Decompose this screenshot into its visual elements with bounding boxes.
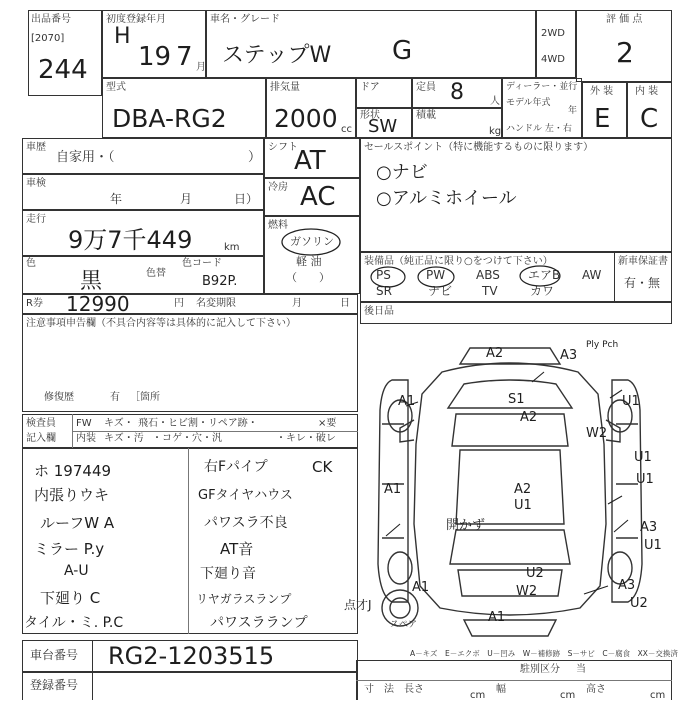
capacity-label: 定員 [416, 82, 436, 93]
diag-label-a1-bottom: A1 [488, 610, 506, 625]
displacement-label: 排気量 [270, 82, 300, 93]
note-right-6: リヤガラスランプ [196, 592, 292, 606]
first-reg-month: 7 [176, 42, 193, 72]
color-code-label: 色コード [182, 258, 222, 269]
name-change-day: 日 [340, 298, 350, 309]
inspector-divider [72, 431, 358, 432]
equip-tv: TV [482, 284, 498, 298]
exterior-label: 外 装 [590, 86, 614, 97]
ext-required: ×要 [318, 418, 337, 429]
note-right-1b: CK [312, 458, 333, 476]
diag-label-u1-r2: U1 [634, 450, 652, 465]
interior-label: 内 装 [635, 86, 659, 97]
int-scratch: キズ・汚 [104, 433, 144, 444]
equip-aw: AW [582, 268, 602, 282]
equipment-circles [366, 264, 566, 300]
note-left-7: タイル・ミ. P.C [24, 615, 124, 631]
usage-close: ） [248, 150, 262, 165]
diag-label-a1-left: A1 [398, 394, 416, 409]
drive-2wd: 2WD [541, 28, 565, 39]
drive-box [536, 10, 576, 78]
name-change-month: 月 [292, 298, 302, 309]
diag-label-u1-r3: U1 [636, 472, 654, 487]
note-left-1: ホ 197449 [34, 462, 112, 480]
shift-label: シフト [268, 142, 298, 153]
damage-legend: A－キズ E－エクボ U－凹み W－補修跡 S－サビ C－腐食 XX－交換済 [410, 649, 678, 658]
sales-point-1: ○ナビ [376, 162, 428, 183]
load-label: 積載 [416, 110, 436, 121]
warranty-label: 新車保証書 [618, 256, 668, 267]
diag-label-s1: S1 [508, 392, 525, 407]
cc-unit: cc [341, 124, 352, 135]
note-right-2: GFタイヤハウス [198, 488, 293, 503]
notes-divider [188, 448, 189, 634]
ac-label: 冷房 [268, 182, 288, 193]
equip-abs: ABS [476, 268, 500, 282]
ext-fw: FW [76, 418, 92, 429]
entry-label: 記入欄 [26, 433, 56, 444]
ext-items: 飛石・ヒビ割・リペア跡・ [138, 418, 258, 429]
int-items: ・コゲ・穴・汎 [152, 433, 222, 444]
inspection-box [22, 174, 264, 210]
shape: SW [368, 116, 398, 137]
usage: 自家用・（ [56, 150, 115, 165]
warranty-divider [614, 252, 615, 302]
int-items-2: ・キレ・破レ [276, 433, 336, 444]
inspection-month: 月 [180, 192, 193, 206]
diag-label-w2-b: W2 [516, 584, 538, 599]
car-name: ステップW [222, 43, 332, 68]
dimension-divider [356, 680, 672, 681]
sales-point-2: ○アルミホイール [376, 188, 517, 209]
interior-grade: C [640, 104, 659, 134]
score: 2 [616, 36, 634, 69]
diag-label-a2-mid: A2 [520, 410, 538, 425]
diag-label-w2: W2 [586, 426, 608, 441]
diag-label-a2-top: A2 [486, 346, 504, 361]
spare-note: 点才J [344, 598, 372, 612]
dimension-width: 幅 [496, 684, 506, 695]
dimension-cm-2: cm [560, 690, 576, 701]
diag-label-a1-l2: A1 [384, 482, 402, 497]
shape-label: 形状 [360, 110, 380, 121]
chassis-label: 車台番号 [30, 648, 79, 662]
diag-label-u1-center: U1 [514, 498, 532, 513]
fuel-label: 燃料 [268, 220, 288, 231]
dealer-label: ディーラー・並行 [506, 82, 578, 92]
first-reg-label: 初度登録年月 [106, 14, 166, 25]
color: 黒 [80, 269, 103, 294]
note-left-3: ルーフW A [40, 514, 115, 532]
color-change-label: 色替 [146, 268, 166, 279]
drive-4wd: 4WD [541, 54, 565, 65]
inspection-label: 車検 [26, 178, 46, 189]
dimension-cm-3: cm [650, 690, 666, 701]
diag-label-a3-top: A3 [560, 348, 578, 363]
recycle-label: R券 [26, 298, 43, 309]
lot-number: 244 [38, 55, 88, 85]
equip-ps: PS [376, 268, 391, 282]
name-change-label: 名変期限 [196, 298, 236, 309]
yen-unit: 円 [174, 298, 184, 309]
equip-leather: カワ [530, 284, 555, 298]
grade: G [392, 36, 413, 66]
door-label: ドア [360, 82, 380, 93]
fuel-diesel: 軽 油 [296, 255, 322, 268]
usage-label: 車歴 [26, 142, 46, 153]
model-label: 型式 [106, 82, 126, 93]
note-left-6: 下廻り C [40, 589, 101, 607]
mileage-label: 走行 [26, 214, 46, 225]
fuel-circle [280, 226, 342, 258]
note-left-4: ミラー P.y [34, 540, 105, 558]
exterior-grade: E [594, 104, 611, 134]
model-year-label: モデル年式 [506, 98, 551, 108]
dimension-cm-1: cm [470, 690, 486, 701]
note-right-5: 下廻り音 [200, 566, 256, 582]
equip-navi: ナビ [428, 284, 453, 298]
class-value: 当 [576, 664, 586, 675]
note-left-2: 内張りウキ [34, 486, 110, 504]
diag-label-ply: Ply Pch [586, 340, 619, 350]
inspection-year: 年 [110, 192, 123, 206]
fuel-paren: （ ） [286, 271, 330, 284]
lot-code: [2070] [31, 33, 65, 44]
fuel-gas: ガソリン [290, 235, 334, 248]
sales-point-label: セールスポイント（特に機能するものに限ります） [364, 142, 594, 153]
km-unit: km [224, 242, 240, 253]
car-name-label: 車名・グレード [210, 14, 280, 25]
mileage: 9万7千449 [68, 226, 193, 254]
class-label: 駐別区分 [520, 664, 560, 675]
repair-place: ［箇所 [130, 392, 160, 403]
inspection-day: 日） [234, 192, 259, 206]
dimension-height: 高さ [586, 684, 606, 695]
kg-unit: kg [489, 126, 502, 137]
int-label: 内装 [76, 433, 96, 444]
repair-value: 有 [110, 392, 120, 403]
note-left-5: A-U [64, 563, 89, 579]
ext-scratch: キズ・ [104, 418, 134, 429]
lot-label: 出品番号 [31, 14, 71, 25]
diag-label-a3-b: A3 [618, 578, 636, 593]
diag-label-u2: U2 [526, 566, 544, 581]
shift: AT [294, 146, 326, 176]
score-label: 評 価 点 [606, 14, 643, 25]
diag-label-u2-b: U2 [630, 596, 648, 611]
note-right-7: パワスラランプ [210, 615, 308, 631]
rear-seat-box [360, 302, 672, 324]
equip-airbag: エアB [528, 268, 561, 282]
first-reg-year: 19 [138, 42, 172, 72]
diag-center-note: 開かず [446, 518, 486, 533]
displacement: 2000 [274, 104, 338, 133]
note-right-4: AT音 [220, 540, 254, 558]
spare-label: スペア [390, 620, 418, 630]
rear-seat-label: 後日品 [364, 306, 394, 317]
ac: AC [300, 182, 336, 212]
diag-label-u1-r4: U1 [644, 538, 662, 553]
equip-pw: PW [426, 268, 446, 282]
notice-label: 注意事項申告欄（不具合内容等は具体的に記入して下さい） [26, 318, 296, 329]
first-reg-era: H [114, 24, 131, 49]
diag-label-u1-right: U1 [622, 394, 640, 409]
capacity: 8 [450, 80, 464, 105]
first-reg-month-unit: 月 [196, 62, 206, 73]
reg-label: 登録番号 [30, 678, 79, 692]
equipment-label: 装備品（純正品に限り○をつけて下さい） [364, 256, 553, 267]
dimension-length: 長さ [404, 684, 424, 695]
handle-label: ハンドル 左・右 [506, 124, 572, 134]
capacity-unit: 人 [490, 96, 500, 107]
note-right-1: 右Fパイプ [204, 459, 268, 475]
dimension-label: 寸 法 [364, 684, 394, 695]
chassis-number: RG2-1203515 [108, 642, 275, 670]
diag-label-a1-b: A1 [412, 580, 430, 595]
warranty-value: 有・無 [624, 276, 661, 290]
color-code: B92P. [202, 274, 238, 289]
diag-label-a2-center: A2 [514, 482, 532, 497]
inspector-vdivider [72, 414, 73, 448]
note-right-3: パワスラ不良 [204, 515, 288, 531]
equip-sr: SR [376, 284, 392, 298]
repair-label: 修復歴 [44, 392, 74, 403]
color-label: 色 [26, 258, 36, 269]
recycle-value: 12990 [66, 292, 130, 316]
model: DBA-RG2 [112, 104, 227, 133]
inspector-label: 検査員 [26, 418, 56, 429]
diag-label-a3-r: A3 [640, 520, 658, 535]
year-unit: 年 [568, 106, 578, 116]
